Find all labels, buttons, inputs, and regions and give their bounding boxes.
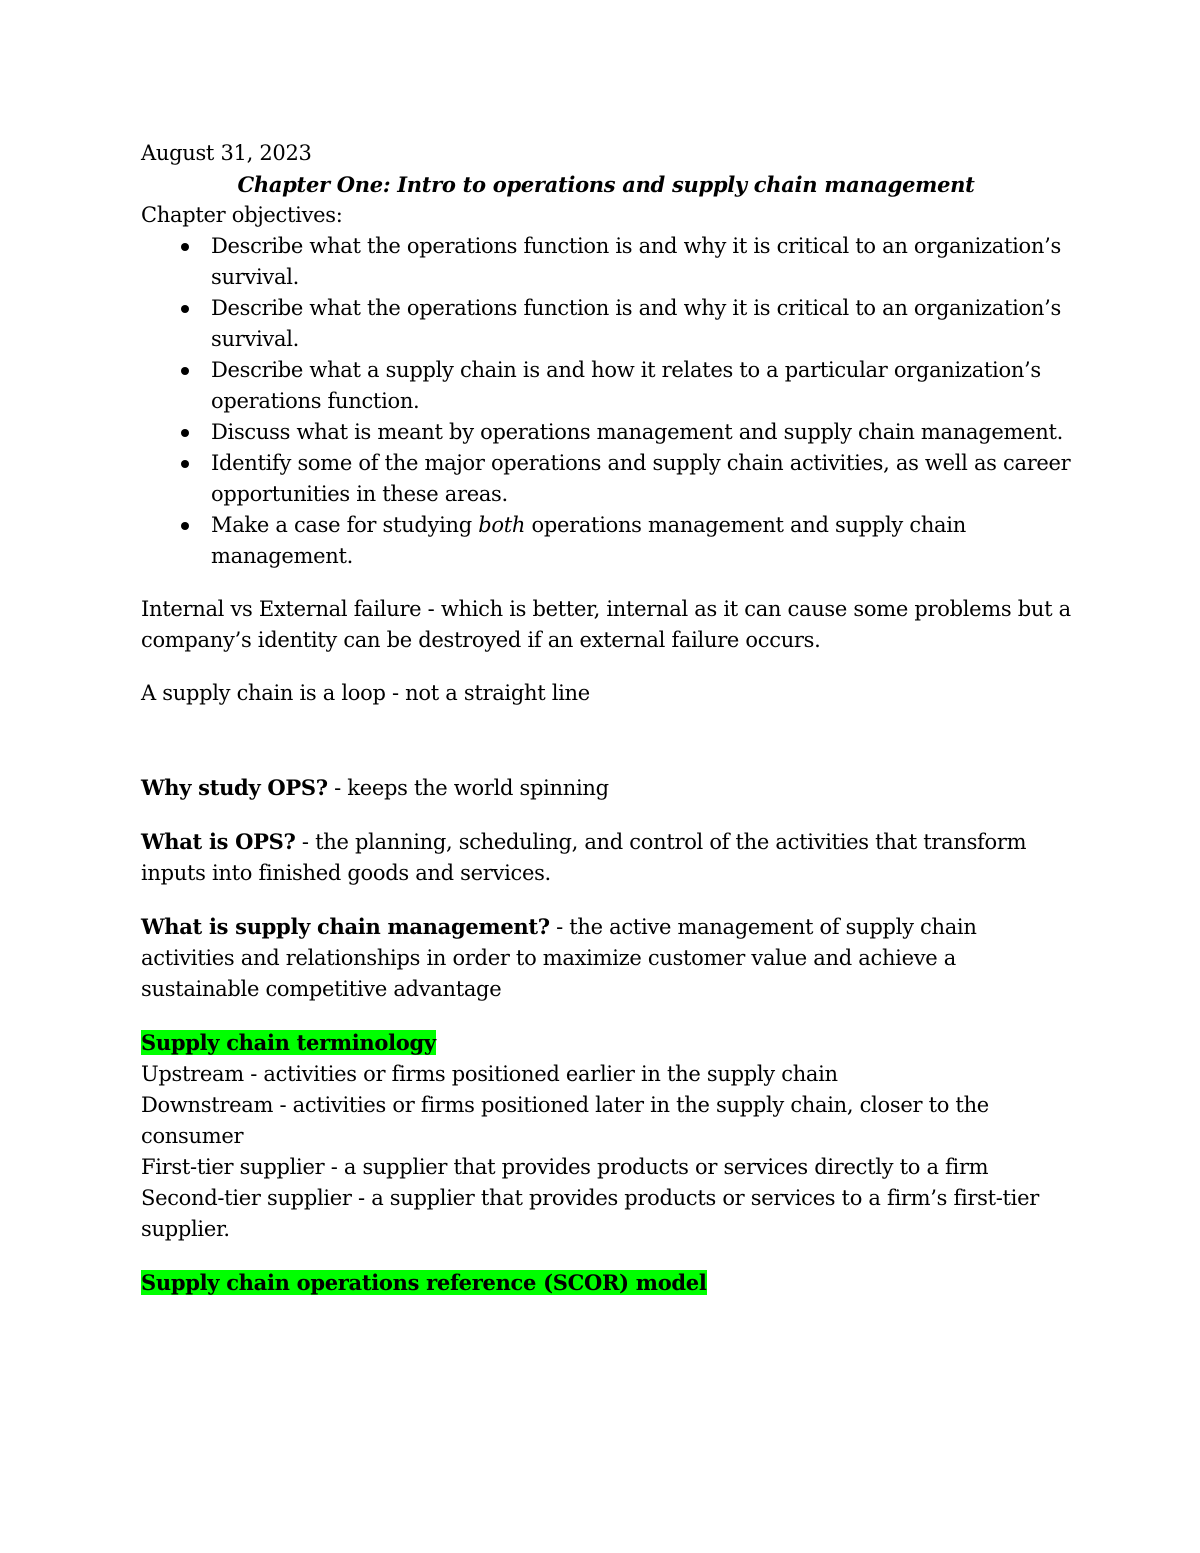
term-downstream: Downstream - activities or firms positioned later in the supply chain, closer to the consumer [141, 1093, 989, 1148]
chapter-title: Chapter One: Intro to operations and supply chain management [237, 172, 975, 197]
loop-note: A supply chain is a loop - not a straight line [141, 681, 590, 705]
date: August 31, 2023 [141, 141, 312, 165]
answer: - keeps the world spinning [327, 776, 609, 800]
term-second-tier: Second-tier supplier - a supplier that provides products or services to a firm’s first-tier supplier. [141, 1186, 1039, 1241]
term-first-tier: First-tier supplier - a supplier that provides products or services directly to a firm [141, 1155, 989, 1179]
qa-why-study-ops [141, 772, 1071, 804]
list-item: Describe what a supply chain is and how it relates to a particular organization’s operations function. [211, 355, 1071, 417]
list-item: Describe what the operations function is and why it is critical to an organization’s survival. [211, 231, 1071, 293]
qa-what-is-ops [141, 826, 1071, 889]
qa-what-is-scm [141, 911, 1071, 1005]
document-page [141, 138, 1071, 1299]
list-item: Describe what the operations function is and why it is critical to an organization’s survival. [211, 293, 1071, 355]
question: What is OPS? [141, 829, 296, 854]
scor-heading: Supply chain operations reference (SCOR) model [141, 1270, 707, 1295]
list-item: Make a case for studying both operations management and supply chain management. [211, 510, 1071, 572]
question: Why study OPS? [141, 775, 328, 800]
term-upstream: Upstream - activities or firms positioned earlier in the supply chain [141, 1062, 838, 1086]
terminology-heading: Supply chain terminology [141, 1030, 436, 1055]
internal-external-note: Internal vs External failure - which is better, internal as it can cause some problems but a company’s identity can be destroyed if an external failure occurs. [141, 597, 1071, 652]
answer: - the active management of supply chain activities and relationships in order to maximize customer value and achieve a sustainable competitive advantage [141, 915, 977, 1001]
answer: - the planning, scheduling, and control of the activities that transform inputs into finished goods and services. [141, 830, 1027, 885]
list-item: Discuss what is meant by operations management and supply chain management. [211, 417, 1071, 448]
emphasis-both: both [478, 513, 526, 537]
list-item: Identify some of the major operations and supply chain activities, as well as career opportunities in these areas. [211, 448, 1071, 510]
objectives-list [141, 231, 1071, 572]
objectives-label: Chapter objectives: [141, 203, 343, 227]
question: What is supply chain management? [141, 914, 550, 939]
terminology-section [141, 1027, 1071, 1059]
scor-section [141, 1267, 1071, 1299]
